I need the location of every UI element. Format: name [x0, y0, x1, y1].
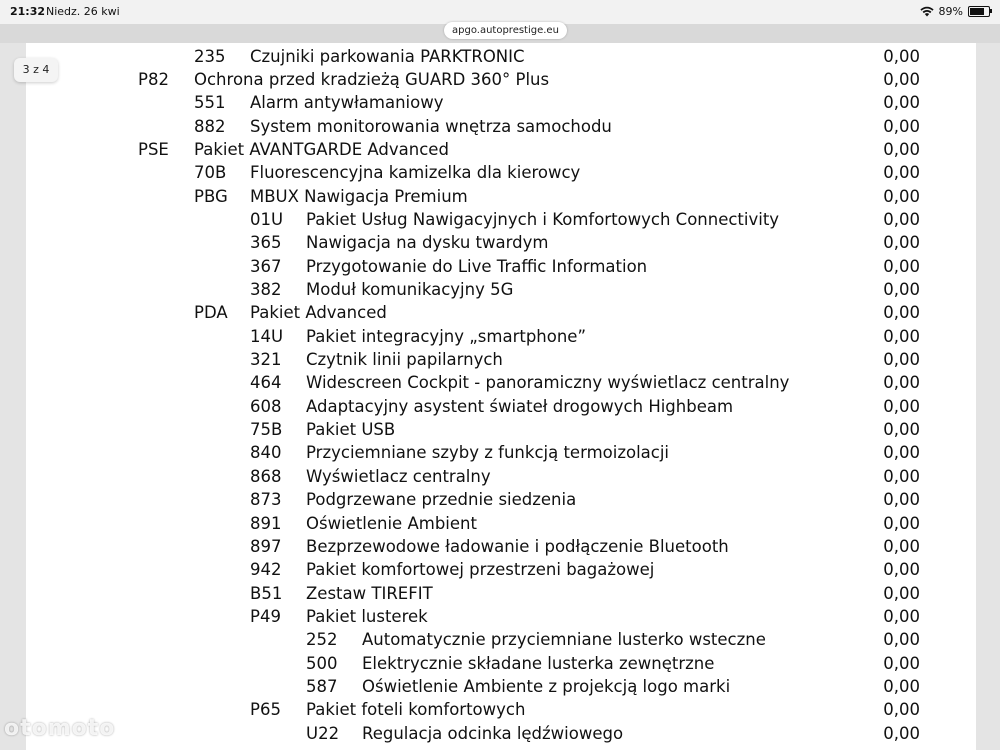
option-code: 942: [250, 560, 282, 580]
option-description: Widescreen Cockpit - panoramiczny wyświetlacz centralny: [306, 373, 790, 393]
option-code: P82: [138, 69, 169, 89]
option-description: Moduł komunikacyjny 5G: [306, 280, 514, 299]
option-code: 868: [250, 466, 282, 486]
option-price: 0,00: [883, 93, 920, 113]
option-price: 0,00: [883, 466, 920, 486]
left-margin: [0, 43, 26, 750]
option-row: [26, 325, 976, 348]
option-price: 0,00: [883, 560, 920, 580]
option-price: 0,00: [883, 583, 920, 603]
option-price: 0,00: [883, 513, 920, 533]
option-code: 382: [250, 280, 282, 299]
option-row: [26, 698, 976, 721]
option-row: [26, 45, 976, 68]
option-description: Pakiet Usług Nawigacyjnych i Komfortowych Connectivity: [306, 209, 780, 229]
option-code: B51: [250, 583, 283, 603]
option-row: [26, 208, 976, 231]
option-price: 0,00: [883, 280, 920, 299]
option-row: [26, 628, 976, 651]
option-row: [26, 301, 976, 324]
option-price: 0,00: [883, 139, 920, 159]
option-row: [26, 115, 976, 138]
option-code: 897: [250, 536, 282, 556]
status-time: 21:32: [10, 5, 46, 18]
wifi-icon: [920, 6, 934, 17]
option-price: 0,00: [883, 209, 920, 229]
option-code: 882: [194, 116, 226, 136]
option-row: [26, 161, 976, 184]
option-price: 0,00: [883, 163, 920, 183]
option-description: Adaptacyjny asystent świateł drogowych Highbeam: [306, 396, 734, 416]
option-code: 252: [306, 630, 338, 650]
option-code: 365: [250, 233, 282, 253]
option-price: 0,00: [883, 350, 920, 370]
option-row: [26, 512, 976, 535]
option-code: 840: [250, 443, 282, 463]
option-row: [26, 675, 976, 698]
status-bar: [0, 0, 1000, 24]
option-price: 0,00: [883, 536, 920, 556]
option-description: Pakiet lusterek: [306, 606, 428, 626]
option-code: U22: [306, 723, 340, 743]
option-code: 14U: [250, 326, 284, 346]
option-code: 321: [250, 350, 282, 370]
option-description: Pakiet komfortowej przestrzeni bagażowej: [306, 560, 655, 580]
option-code: 235: [194, 46, 226, 66]
document-page[interactable]: [26, 43, 976, 750]
option-code: 587: [306, 676, 338, 696]
option-row: [26, 652, 976, 675]
option-code: P49: [250, 606, 281, 626]
option-code: 608: [250, 396, 282, 416]
option-description: Oświetlenie Ambient: [306, 513, 477, 533]
option-code: 367: [250, 256, 282, 276]
option-price: 0,00: [883, 490, 920, 510]
option-row: [26, 418, 976, 441]
option-description: System monitorowania wnętrza samochodu: [250, 116, 612, 136]
option-price: 0,00: [883, 396, 920, 416]
option-row: [26, 441, 976, 464]
option-price: 0,00: [883, 326, 920, 346]
option-description: Bezprzewodowe ładowanie i podłączenie Bluetooth: [306, 536, 729, 556]
option-description: Podgrzewane przednie siedzenia: [306, 490, 577, 510]
option-description: Automatycznie przyciemniane lusterko wsteczne: [362, 630, 766, 650]
option-price: 0,00: [883, 303, 920, 323]
option-description: Pakiet integracyjny „smartphone”: [306, 326, 587, 346]
option-row: [26, 371, 976, 394]
option-price: 0,00: [883, 69, 920, 89]
option-code: 70B: [194, 163, 227, 183]
option-row: [26, 138, 976, 161]
option-row: [26, 348, 976, 371]
option-code: 500: [306, 653, 338, 673]
battery-icon: [968, 6, 990, 17]
option-code: PBG: [194, 186, 228, 206]
option-description: Pakiet foteli komfortowych: [306, 700, 526, 720]
url-bar[interactable]: apgo.autoprestige.eu: [444, 22, 567, 39]
option-description: Czytnik linii papilarnych: [306, 350, 503, 370]
option-description: Nawigacja na dysku twardym: [306, 233, 549, 253]
option-row: [26, 185, 976, 208]
option-code: 551: [194, 93, 226, 113]
option-row: [26, 535, 976, 558]
option-price: 0,00: [883, 653, 920, 673]
option-code: 464: [250, 373, 282, 393]
option-price: 0,00: [883, 700, 920, 720]
option-description: Pakiet USB: [306, 420, 396, 440]
option-code: 01U: [250, 209, 284, 229]
option-price: 0,00: [883, 420, 920, 440]
option-row: [26, 255, 976, 278]
option-row: [26, 395, 976, 418]
battery-cap: [990, 9, 992, 13]
option-code: 75B: [250, 420, 283, 440]
page-indicator: 3 z 4: [14, 58, 58, 82]
option-price: 0,00: [883, 723, 920, 743]
option-description: Regulacja odcinka lędźwiowego: [362, 723, 624, 743]
option-price: 0,00: [883, 46, 920, 66]
option-description: MBUX Nawigacja Premium: [250, 186, 468, 206]
battery-percent: 89%: [938, 5, 963, 18]
right-margin: [976, 43, 1000, 750]
option-row: [26, 722, 976, 745]
option-row: [26, 488, 976, 511]
option-description: Fluorescencyjna kamizelka dla kierowcy: [250, 163, 581, 183]
option-row: [26, 582, 976, 605]
option-description: Alarm antywłamaniowy: [250, 93, 444, 113]
option-row: [26, 278, 976, 301]
option-code: PSE: [138, 139, 169, 159]
status-date: Niedz. 26 kwi: [46, 5, 120, 18]
option-price: 0,00: [883, 676, 920, 696]
option-row: [26, 231, 976, 254]
option-description: Elektrycznie składane lusterka zewnętrzne: [362, 653, 715, 673]
option-price: 0,00: [883, 606, 920, 626]
option-description: Zestaw TIREFIT: [306, 583, 433, 603]
option-description: Ochrona przed kradzieżą GUARD 360° Plus: [194, 69, 550, 89]
option-code: 891: [250, 513, 282, 533]
option-row: [26, 605, 976, 628]
option-price: 0,00: [883, 116, 920, 136]
option-description: Przygotowanie do Live Traffic Information: [306, 256, 648, 276]
option-code: P65: [250, 700, 281, 720]
watermark-logo: otomoto: [4, 716, 116, 741]
status-right: [920, 5, 990, 18]
option-price: 0,00: [883, 256, 920, 276]
option-price: 0,00: [883, 373, 920, 393]
option-price: 0,00: [883, 443, 920, 463]
option-description: Pakiet Advanced: [250, 303, 387, 323]
option-code: 873: [250, 490, 282, 510]
option-description: Wyświetlacz centralny: [306, 466, 491, 486]
option-row: [26, 465, 976, 488]
option-description: Oświetlenie Ambiente z projekcją logo marki: [362, 676, 731, 696]
option-code: PDA: [194, 303, 228, 323]
option-row: [26, 91, 976, 114]
option-description: Czujniki parkowania PARKTRONIC: [250, 46, 525, 66]
option-price: 0,00: [883, 233, 920, 253]
option-description: Pakiet AVANTGARDE Advanced: [194, 139, 449, 159]
option-row: [26, 68, 976, 91]
option-price: 0,00: [883, 186, 920, 206]
battery-fill: [970, 8, 984, 15]
option-row: [26, 558, 976, 581]
option-description: Przyciemniane szyby z funkcją termoizolacji: [306, 443, 670, 463]
option-price: 0,00: [883, 630, 920, 650]
